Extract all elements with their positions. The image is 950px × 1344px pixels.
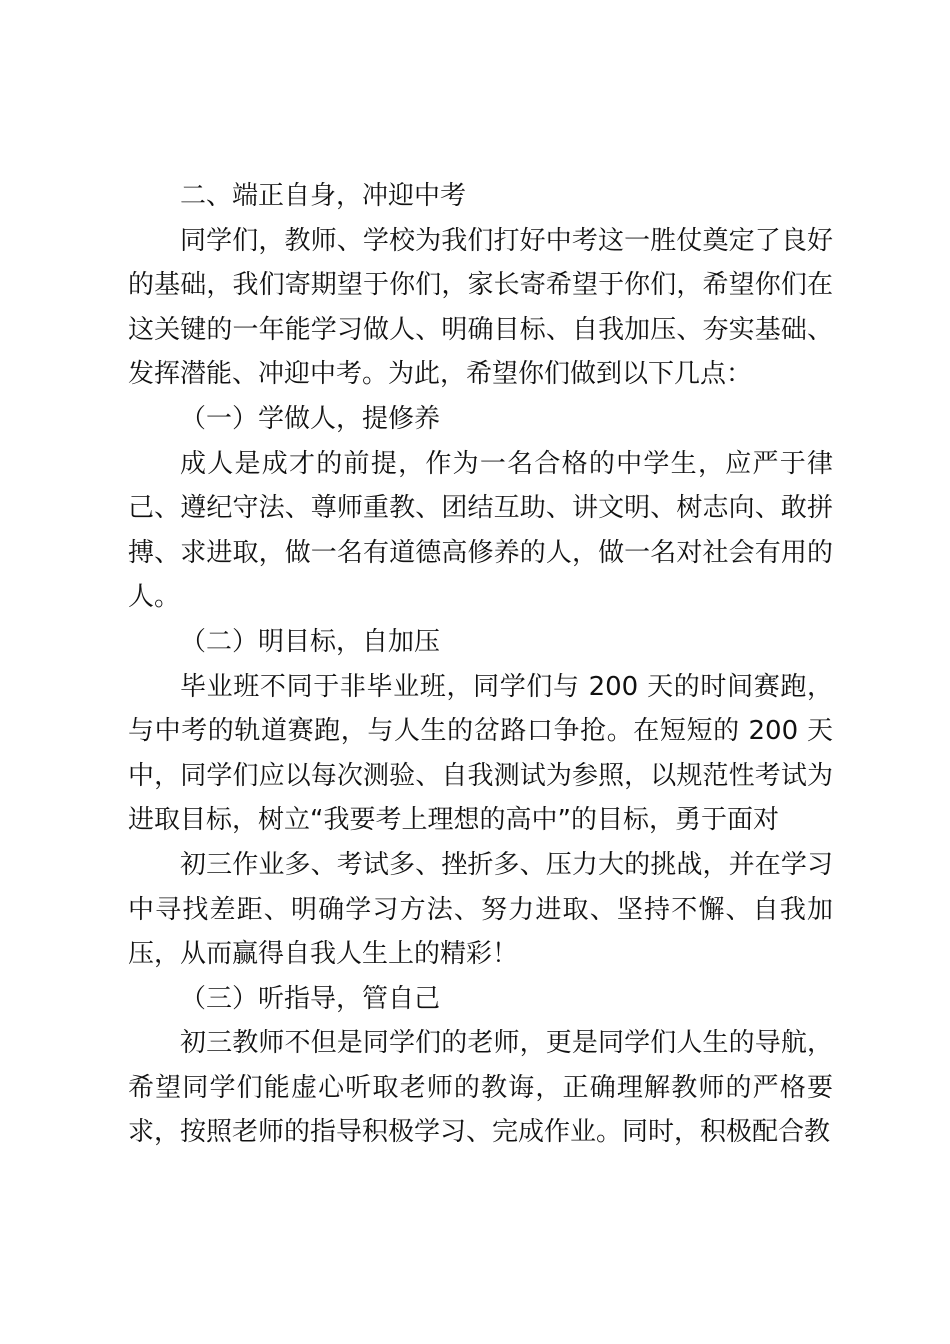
document-body: [128, 174, 833, 1155]
paragraph: 成人是成才的前提，作为一名合格的中学生，应严于律己、遵纪守法、尊师重教、团结互助、讲文明、树志向、敢拼搏、求进取，做一名有道德高修养的人，做一名对社会有用的人。: [128, 448, 833, 613]
section-heading: 二、端正自身，冲迎中考: [180, 181, 467, 211]
paragraph: 毕业班不同于非毕业班，同学们与 200 天的时间赛跑，与中考的轨道赛跑，与人生的岔路口争抢。在短短的 200 天中，同学们应以每次测验、自我测试为参照，以规范性考试为进取目标，树立“我要考上理想的高中”的目标，勇于面对: [128, 671, 833, 836]
paragraph: 同学们，教师、学校为我们打好中考这一胜仗奠定了良好的基础，我们寄期望于你们，家长寄希望于你们，希望你们在这关键的一年能学习做人、明确目标、自我加压、夯实基础、发挥潜能、冲迎中考。为此，希望你们做到以下几点：: [128, 225, 833, 390]
paragraph: 初三作业多、考试多、挫折多、压力大的挑战，并在学习中寻找差距、明确学习方法、努力进取、坚持不懈、自我加压，从而赢得自我人生上的精彩！: [128, 849, 833, 970]
subsection-heading: （三）听指导，管自己: [180, 983, 441, 1014]
subsection-heading: （一）学做人，提修养: [180, 403, 441, 434]
subsection-heading: （二）明目标，自加压: [180, 626, 441, 657]
paragraph: 初三教师不但是同学们的老师，更是同学们人生的导航，希望同学们能虚心听取老师的教诲，正确理解教师的严格要求，按照老师的指导积极学习、完成作业。同时，积极配合教: [128, 1028, 833, 1148]
